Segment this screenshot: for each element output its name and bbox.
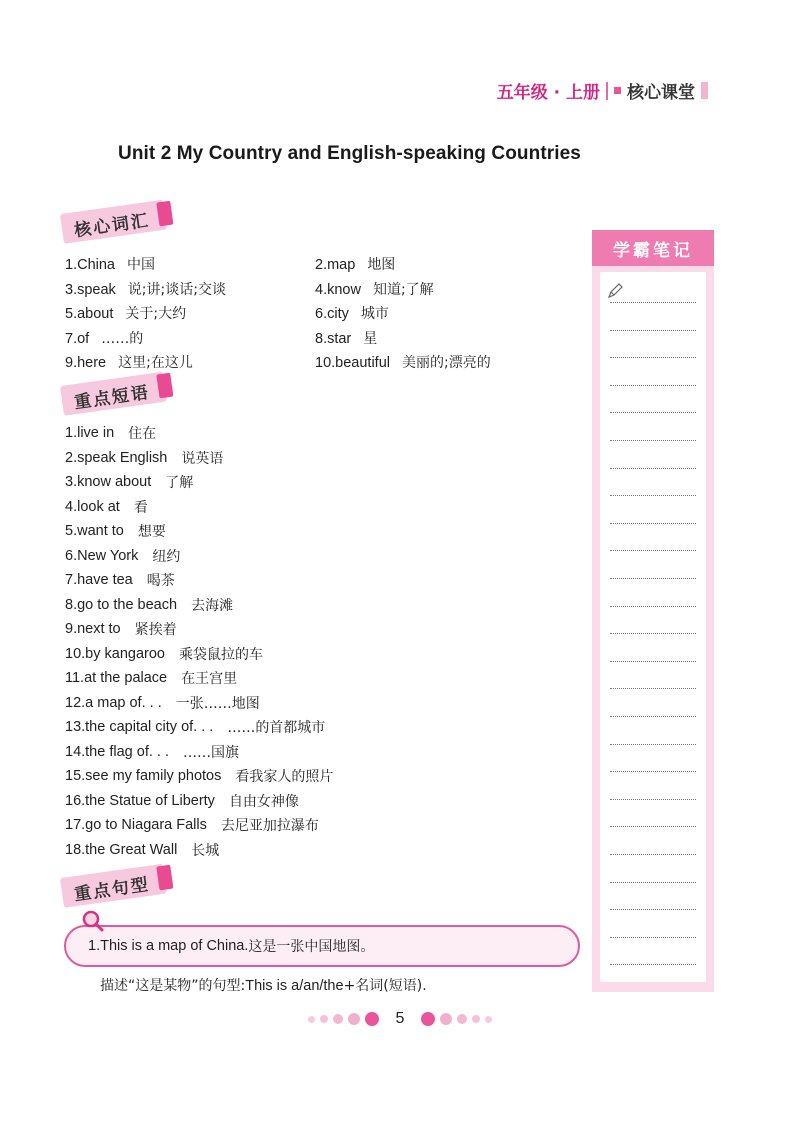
section-label-text: 重点短语 — [73, 382, 152, 414]
phrase-en: 17.go to Niagara Falls — [65, 817, 207, 834]
decor-dot — [320, 1015, 328, 1023]
vocab-item — [315, 352, 565, 372]
notes-line — [610, 578, 696, 579]
phrase-zh: 去尼亚加拉瀑布 — [220, 818, 319, 835]
vocab-item — [315, 328, 565, 348]
phrase-item — [65, 813, 565, 838]
course-label: 核心课堂 — [627, 83, 695, 103]
phrase-item — [65, 495, 565, 520]
phrase-zh: 住在 — [128, 426, 157, 443]
phrase-zh: 喝茶 — [146, 573, 175, 590]
section-label-text: 重点句型 — [73, 874, 152, 906]
vocab-item — [65, 352, 315, 372]
phrase-zh: 看 — [133, 499, 148, 516]
vocab-en: 6.city — [315, 306, 349, 323]
decor-dot — [472, 1015, 480, 1023]
vocab-zh: 这里;在这儿 — [118, 355, 193, 372]
notes-line — [610, 633, 696, 634]
section-label-text: 核心词汇 — [73, 210, 152, 242]
notes-line — [610, 882, 696, 883]
notes-line — [610, 412, 696, 413]
phrase-item — [65, 593, 565, 618]
phrase-en: 16.the Statue of Liberty — [65, 792, 215, 809]
decor-dot — [440, 1013, 452, 1025]
notes-line — [610, 330, 696, 331]
notes-line — [610, 688, 696, 689]
page-header — [497, 78, 708, 103]
decor-dot — [457, 1014, 467, 1024]
vocab-item — [315, 279, 565, 299]
vocab-zh: ……的 — [101, 330, 144, 347]
notes-title: 学霸笔记 — [613, 240, 693, 261]
unit-title: Unit 2 My Country and English-speaking Countries — [118, 143, 581, 164]
phrase-en: 3.know about — [65, 474, 152, 491]
phrase-en: 12.a map of. . . — [65, 694, 162, 711]
phrase-item — [65, 470, 565, 495]
vocab-en: 3.speak — [65, 281, 116, 298]
explain-zh-suffix: +名词(短语). — [343, 978, 427, 994]
phrase-zh: 紧挨着 — [134, 622, 177, 639]
phrase-en: 2.speak English — [65, 449, 168, 466]
phrase-en: 6.New York — [65, 547, 139, 564]
header-bar-icon — [701, 82, 708, 99]
notes-line — [610, 964, 696, 965]
vocab-row — [65, 301, 565, 326]
vocab-en: 7.of — [65, 330, 90, 347]
phrase-en: 13.the capital city of. . . — [65, 719, 214, 736]
notes-header — [592, 230, 714, 266]
phrase-zh: 想要 — [137, 524, 166, 541]
phrase-zh: 在王宫里 — [181, 671, 238, 688]
phrase-zh: 了解 — [165, 475, 194, 492]
phrase-item — [65, 715, 565, 740]
label-tip — [156, 201, 173, 227]
vocab-row — [65, 350, 565, 375]
phrase-en: 11.at the palace — [65, 670, 168, 687]
phrase-en: 8.go to the beach — [65, 596, 178, 613]
section-label-vocab — [60, 200, 167, 244]
vocab-row — [65, 326, 565, 351]
phrase-en: 14.the flag of. . . — [65, 743, 169, 760]
magnifier-icon — [82, 910, 104, 932]
vocab-row — [65, 277, 565, 302]
label-tip — [156, 373, 173, 399]
phrase-zh: 一张……地图 — [175, 695, 260, 712]
key-sentence — [64, 925, 580, 967]
phrase-item — [65, 642, 565, 667]
sentence-en: 1.This is a map of China. — [88, 938, 249, 954]
header-divider — [606, 82, 608, 100]
vocab-en: 4.know — [315, 281, 361, 298]
decor-dot — [421, 1012, 435, 1026]
phrase-zh: ……国旗 — [183, 744, 239, 761]
phrase-item — [65, 568, 565, 593]
vocab-zh: 星 — [363, 330, 378, 347]
phrase-list — [65, 421, 565, 862]
vocab-zh: 美丽的;漂亮的 — [401, 355, 491, 372]
page-footer — [0, 1010, 800, 1028]
decor-dot — [333, 1014, 343, 1024]
phrase-en: 15.see my family photos — [65, 768, 222, 785]
vocab-item — [65, 254, 315, 274]
pencil-icon — [606, 282, 624, 300]
vocab-en: 5.about — [65, 306, 114, 323]
vocab-item — [315, 303, 565, 323]
vocab-en: 9.here — [65, 355, 107, 372]
label-tip — [156, 865, 173, 891]
phrase-item — [65, 740, 565, 765]
phrase-en: 5.want to — [65, 523, 124, 540]
notes-line — [610, 523, 696, 524]
page-number: 5 — [395, 1010, 405, 1027]
phrase-en: 10.by kangaroo — [65, 645, 165, 662]
notes-line — [610, 302, 696, 303]
vocab-list — [65, 252, 565, 375]
phrase-en: 7.have tea — [65, 572, 133, 589]
sentence-zh: 这是一张中国地图。 — [248, 939, 375, 955]
section-label-phrases — [60, 372, 167, 416]
vocab-zh: 说;讲;谈话;交谈 — [127, 281, 226, 298]
phrase-en: 9.next to — [65, 621, 121, 638]
phrase-item — [65, 666, 565, 691]
notes-line — [610, 385, 696, 386]
vocab-zh: 关于;大约 — [125, 306, 187, 323]
phrase-item — [65, 544, 565, 569]
notes-line — [610, 799, 696, 800]
notes-line — [610, 854, 696, 855]
vocab-zh: 城市 — [360, 306, 389, 323]
decor-dot — [485, 1016, 492, 1023]
notes-line — [610, 357, 696, 358]
phrase-zh: 乘袋鼠拉的车 — [178, 646, 263, 663]
vocab-en: 10.beautiful — [315, 355, 390, 372]
notes-line — [610, 909, 696, 910]
notes-line — [610, 716, 696, 717]
vocab-item — [315, 254, 565, 274]
vocab-en: 8.star — [315, 330, 352, 347]
notes-line — [610, 550, 696, 551]
notes-line — [610, 937, 696, 938]
sentence-explanation — [100, 975, 427, 995]
phrase-zh: 纽约 — [152, 548, 181, 565]
notes-line — [610, 468, 696, 469]
phrase-item — [65, 421, 565, 446]
notes-line — [610, 771, 696, 772]
phrase-item — [65, 691, 565, 716]
notes-panel — [592, 230, 714, 992]
vocab-en: 2.map — [315, 257, 356, 274]
notes-paper — [600, 272, 706, 982]
phrase-item — [65, 838, 565, 863]
notes-line — [610, 661, 696, 662]
vocab-item — [65, 303, 315, 323]
vocab-zh: 地图 — [367, 257, 396, 274]
section-label-sentences — [60, 864, 167, 908]
notes-line — [610, 744, 696, 745]
decor-dot — [308, 1016, 315, 1023]
decor-dot — [348, 1013, 360, 1025]
phrase-item — [65, 446, 565, 471]
notes-line — [610, 440, 696, 441]
phrase-zh: 看我家人的照片 — [235, 769, 334, 786]
notes-line — [610, 495, 696, 496]
decor-dot — [365, 1012, 379, 1026]
phrase-en: 18.the Great Wall — [65, 841, 178, 858]
vocab-row — [65, 252, 565, 277]
phrase-item — [65, 617, 565, 642]
phrase-item — [65, 789, 565, 814]
phrase-zh: 自由女神像 — [228, 793, 299, 810]
grade-label: 五年级 · 上册 — [496, 83, 600, 103]
header-square-icon — [614, 87, 621, 94]
notes-line — [610, 826, 696, 827]
vocab-zh: 中国 — [126, 257, 155, 274]
phrase-zh: ……的首都城市 — [227, 720, 326, 737]
phrase-en: 4.look at — [65, 498, 120, 515]
vocab-item — [65, 328, 315, 348]
vocab-zh: 知道;了解 — [372, 281, 434, 298]
phrase-item — [65, 519, 565, 544]
phrase-zh: 说英语 — [181, 450, 224, 467]
phrase-zh: 去海滩 — [191, 597, 234, 614]
phrase-item — [65, 764, 565, 789]
phrase-en: 1.live in — [65, 425, 115, 442]
vocab-en: 1.China — [65, 257, 115, 274]
explain-en: This is a/an/the — [245, 978, 344, 994]
explain-zh-prefix: 描述“这是某物”的句型: — [100, 978, 246, 994]
vocab-item — [65, 279, 315, 299]
notes-line — [610, 606, 696, 607]
phrase-zh: 长城 — [191, 842, 220, 859]
